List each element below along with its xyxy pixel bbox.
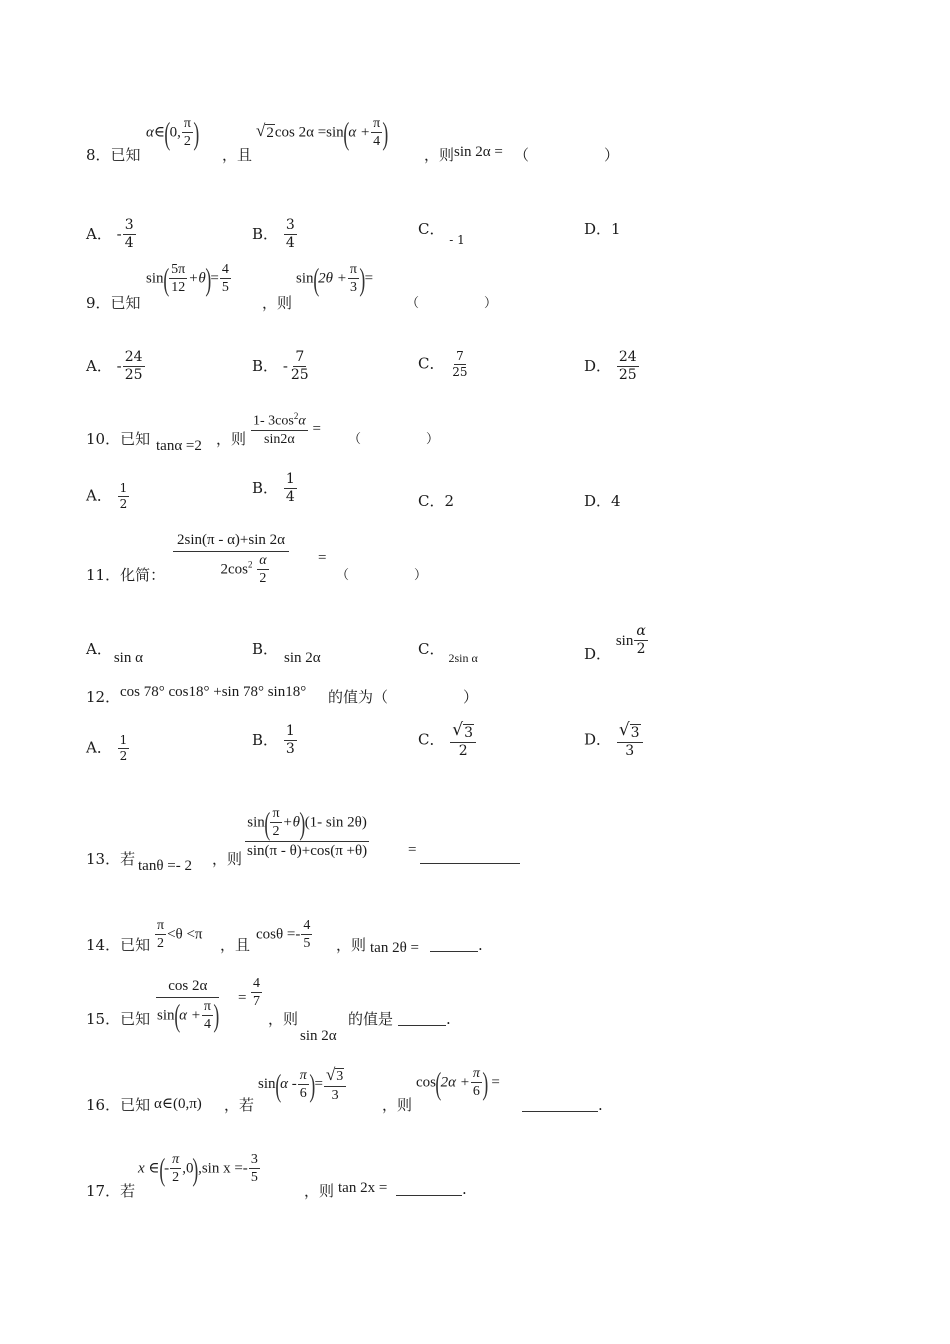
then-text: ，则 bbox=[262, 294, 293, 312]
question-number: 9． bbox=[86, 294, 111, 312]
q9-options bbox=[86, 350, 786, 400]
question-number: 12． bbox=[86, 688, 121, 706]
question-10 bbox=[86, 410, 786, 460]
option-d[interactable]: D． √ 3 3 bbox=[584, 722, 644, 759]
target-expression: sin 2α bbox=[300, 1028, 337, 1044]
question-number: 14． bbox=[86, 936, 121, 954]
question-number: 15． bbox=[86, 1010, 121, 1028]
question-number: 16． bbox=[86, 1096, 121, 1114]
condition-alpha-range: α∈(0, $\frac{\pi}{2}$ ) bbox=[146, 114, 200, 151]
answer-paren: （ ） bbox=[348, 432, 440, 447]
question-9 bbox=[86, 262, 786, 332]
then-text: ，则 bbox=[304, 1182, 335, 1200]
question-prefix: 已知 bbox=[110, 294, 141, 312]
question-suffix: 的值是 bbox=[348, 1010, 394, 1028]
option-a[interactable]: A． - $\frac{24}{25}$ bbox=[86, 349, 143, 384]
period: . bbox=[462, 1180, 467, 1198]
target-expression: $\frac{1- 3\cos^2\alpha}{\sin 2\alpha}$ = bbox=[253, 411, 321, 448]
question-14 bbox=[86, 916, 786, 966]
answer-blank[interactable] bbox=[430, 950, 478, 952]
option-c[interactable]: C． √ 3 2 bbox=[418, 722, 477, 759]
answer-blank[interactable] bbox=[396, 1194, 462, 1196]
option-d[interactable]: D． $\frac{24}{25}$ bbox=[584, 349, 637, 384]
question-number: 13． bbox=[86, 850, 121, 868]
target-expression: sin 2α = bbox=[454, 144, 503, 160]
answer-paren: （ ） bbox=[336, 568, 428, 583]
condition-expression: x ∈(- $\frac{\pi}{2}$ ,0),sin x =- $\frac{3}{5}$ bbox=[138, 1150, 258, 1187]
period: . bbox=[446, 1010, 451, 1028]
question-13 bbox=[86, 806, 786, 878]
question-number: 8． bbox=[86, 146, 111, 164]
question-number: 11． bbox=[86, 566, 121, 584]
option-a[interactable]: A． $\frac{1}{2}$ bbox=[86, 733, 128, 764]
option-d[interactable]: D．4 bbox=[584, 492, 621, 510]
question-suffix: 的值为（ ） bbox=[328, 688, 479, 706]
q8-options bbox=[86, 200, 786, 250]
then-text: ，则 bbox=[382, 1096, 413, 1114]
answer-paren: （ ） bbox=[514, 146, 620, 164]
question-prefix: 已知 bbox=[120, 1010, 151, 1028]
then-text: ，则 bbox=[268, 1010, 299, 1028]
q10-options bbox=[86, 472, 786, 522]
cos-condition: cosθ =- $\frac{4}{5}$ bbox=[256, 918, 311, 952]
then-text: ，则 bbox=[336, 936, 367, 954]
question-prefix: 若 bbox=[120, 850, 136, 868]
target-expression: cos(2α + $\frac{\pi}{6}$ ) = bbox=[416, 1064, 500, 1101]
period: . bbox=[478, 936, 483, 954]
target-expression: sin( $\frac{\pi}{2}$ +θ)(1- sin 2θ) sin(π - θ)+cos(π +θ) bbox=[247, 804, 368, 859]
option-d[interactable]: D．1 bbox=[584, 220, 621, 238]
sin-condition: sin(α - $\frac{\pi}{6}$ )= √ 3 3 bbox=[258, 1066, 347, 1103]
option-d[interactable]: D． sin $\frac{\alpha}{2}$ bbox=[584, 623, 646, 663]
equation-condition: √ 2 cos 2α =sin(α + $\frac{\pi}{4}$ ) bbox=[256, 114, 389, 151]
condition-expression: tanα =2 bbox=[156, 438, 202, 454]
condition-inequality: $\frac{\pi}{2}$ <θ <π bbox=[157, 918, 203, 952]
answer-paren: （ ） bbox=[406, 296, 498, 311]
question-number: 17． bbox=[86, 1182, 121, 1200]
target-expression: sin(2θ + $\frac{\pi}{3}$ )= bbox=[296, 260, 374, 297]
separator-text: ，且 bbox=[222, 146, 253, 164]
question-11 bbox=[86, 532, 786, 602]
answer-blank[interactable] bbox=[398, 1024, 446, 1026]
rhs-fraction: $\frac{4}{7}$ bbox=[253, 976, 260, 1010]
question-12 bbox=[86, 684, 786, 714]
question-prefix: 已知 bbox=[110, 146, 141, 164]
q11-options bbox=[86, 624, 786, 668]
option-b[interactable]: B． $\frac{3}{4}$ bbox=[252, 217, 295, 252]
question-prefix: 若 bbox=[120, 1182, 136, 1200]
option-a[interactable]: A． sin α bbox=[86, 640, 143, 666]
separator-text: ，若 bbox=[224, 1096, 255, 1114]
question-16 bbox=[86, 1064, 786, 1124]
question-number: 10． bbox=[86, 430, 121, 448]
option-b[interactable]: B． $\frac{1}{3}$ bbox=[252, 723, 295, 758]
question-prefix: 已知 bbox=[120, 936, 151, 954]
separator-text: ，且 bbox=[220, 936, 251, 954]
question-prefix: 已知 bbox=[120, 430, 151, 448]
then-text: ，则 bbox=[212, 850, 243, 868]
option-b[interactable]: B． - $\frac{7}{25}$ bbox=[252, 349, 309, 384]
option-c[interactable]: C． $_{- 1}$ bbox=[418, 220, 465, 247]
question-15 bbox=[86, 976, 786, 1048]
period: . bbox=[598, 1096, 603, 1114]
option-b[interactable]: B． sin 2α bbox=[252, 640, 321, 666]
condition-expression: cos 2α sin(α + $\frac{\pi}{4}$ ) bbox=[157, 978, 220, 1034]
answer-blank[interactable] bbox=[522, 1110, 598, 1112]
answer-blank[interactable] bbox=[420, 862, 520, 864]
equals-sign: = bbox=[408, 842, 417, 858]
condition-expression: sin( $\frac{5\pi}{12}$ +θ)= $\frac{4}{5}$ bbox=[146, 260, 229, 297]
then-text: ，则 bbox=[424, 146, 455, 164]
target-expression: tan 2θ = bbox=[370, 940, 419, 956]
option-b[interactable]: B． $\frac{1}{4}$ bbox=[252, 471, 295, 506]
option-a[interactable]: A． $\frac{1}{2}$ bbox=[86, 481, 128, 512]
then-text: ，则 bbox=[216, 430, 247, 448]
option-c[interactable]: C． $\frac{7}{25}$ bbox=[418, 349, 468, 380]
option-c[interactable]: C． $_{2sin \alpha}$ bbox=[418, 640, 478, 665]
equals-sign: = bbox=[238, 990, 247, 1006]
condition-expression: α∈(0,π) bbox=[154, 1096, 202, 1112]
expression: cos 78° cos18° +sin 78° sin18° bbox=[120, 684, 307, 700]
equals-sign: = bbox=[318, 550, 327, 566]
question-prefix: 化简： bbox=[120, 566, 166, 584]
target-expression: tan 2x = bbox=[338, 1180, 388, 1196]
question-17 bbox=[86, 1150, 786, 1210]
option-a[interactable]: A． - $\frac{3}{4}$ bbox=[86, 217, 134, 252]
option-c[interactable]: C．2 bbox=[418, 492, 455, 510]
q12-options bbox=[86, 722, 786, 772]
condition-expression: tanθ =- 2 bbox=[138, 858, 192, 874]
simplify-expression: 2sin(π - α)+sin 2α $2\cos^2$ $\frac{\alpha}{2}$ bbox=[172, 532, 290, 586]
question-prefix: 已知 bbox=[120, 1096, 151, 1114]
